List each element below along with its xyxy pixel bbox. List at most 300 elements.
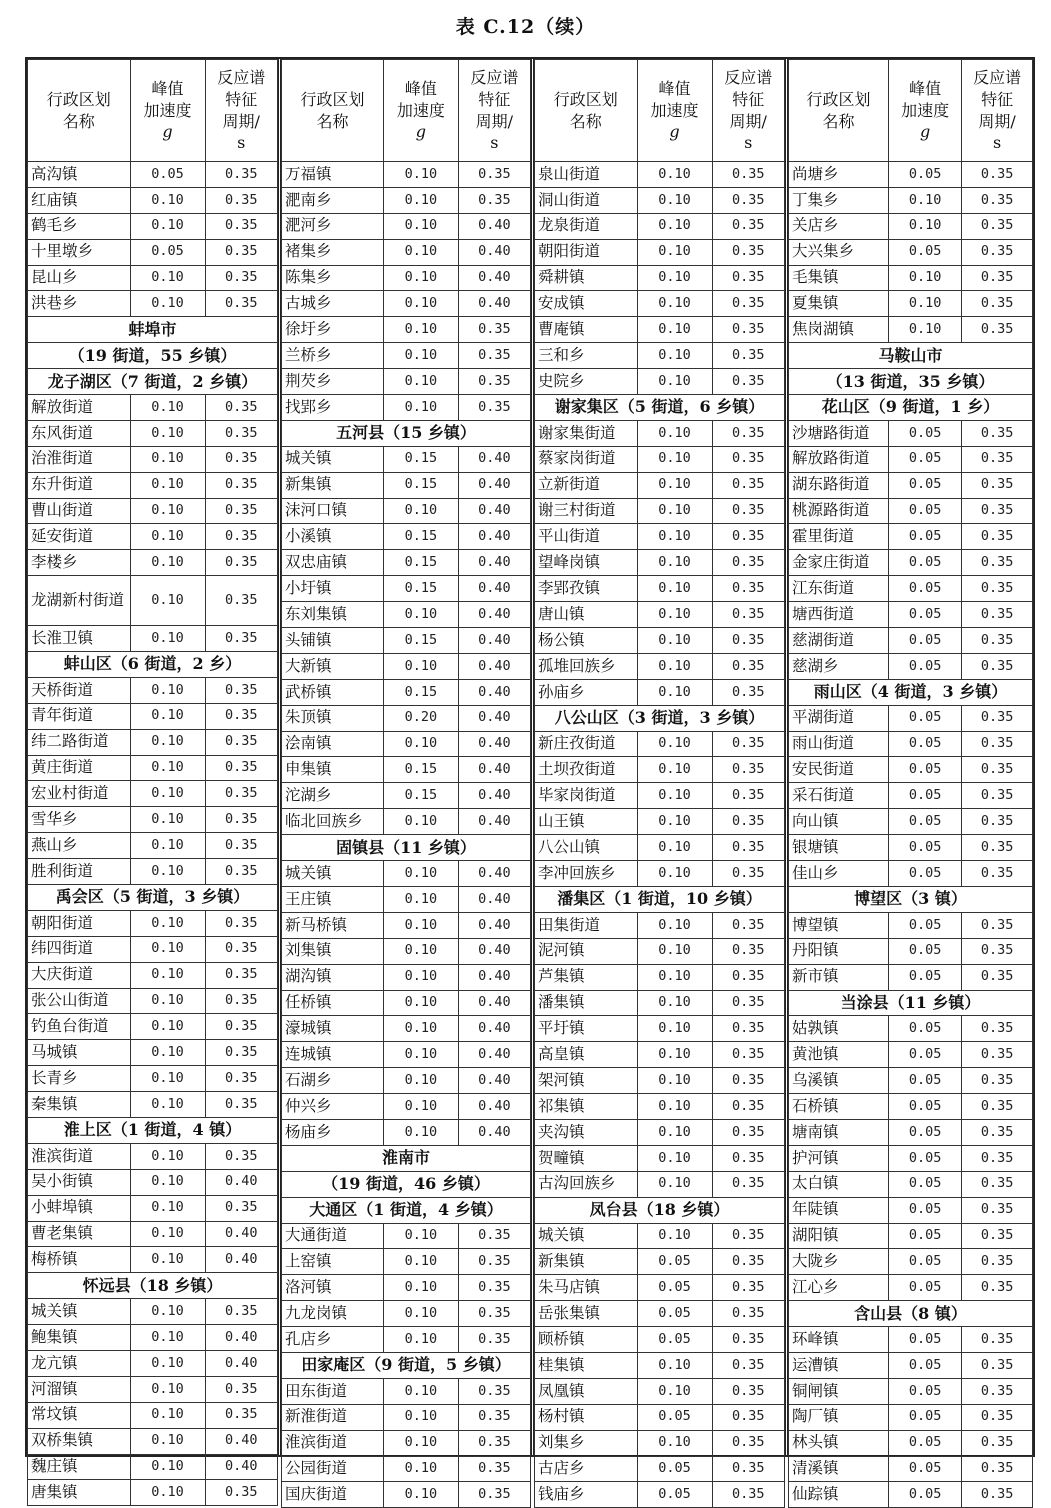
header-line: g	[162, 122, 173, 142]
table-row	[28, 962, 278, 988]
table-row	[535, 1430, 785, 1456]
characteristic-period-value: 0.40	[458, 757, 530, 783]
characteristic-period-value: 0.35	[962, 472, 1033, 498]
table-row	[28, 187, 278, 213]
characteristic-period-value: 0.35	[712, 912, 785, 938]
table-row	[28, 833, 278, 859]
characteristic-period-value: 0.35	[205, 859, 278, 885]
header-line: s	[237, 133, 246, 153]
region-name: 立新街道	[535, 472, 638, 498]
characteristic-period-value: 0.35	[962, 602, 1033, 628]
peak-acceleration-value: 0.10	[637, 550, 712, 576]
section-row	[282, 835, 531, 861]
characteristic-period-value: 0.35	[712, 1042, 785, 1068]
region-name: 舜耕镇	[535, 265, 638, 291]
region-name: 吴小街镇	[28, 1169, 131, 1195]
table-row	[535, 1223, 785, 1249]
region-name: 刘集镇	[282, 938, 384, 964]
region-name: 龙亢镇	[28, 1350, 131, 1376]
peak-acceleration-value: 0.10	[384, 1327, 459, 1353]
region-name: 李冲回族乡	[535, 861, 638, 887]
table-column-3	[531, 59, 785, 1504]
peak-acceleration-value: 0.10	[384, 731, 459, 757]
characteristic-period-value: 0.35	[712, 1301, 785, 1327]
characteristic-period-value: 0.35	[205, 472, 278, 498]
peak-acceleration-value: 0.10	[384, 602, 459, 628]
characteristic-period-value: 0.35	[712, 317, 785, 343]
peak-acceleration-value: 0.10	[130, 1402, 205, 1428]
region-name: 昆山乡	[28, 265, 131, 291]
region-name: 杨庙乡	[282, 1119, 384, 1145]
characteristic-period-value: 0.40	[458, 938, 530, 964]
region-name: 八公山镇	[535, 835, 638, 861]
section-row	[282, 420, 531, 446]
header-row	[282, 60, 531, 162]
region-name: 张公山街道	[28, 988, 131, 1014]
characteristic-period-value: 0.35	[205, 1092, 278, 1118]
characteristic-period-value: 0.35	[712, 291, 785, 317]
table-row	[535, 1482, 785, 1508]
region-name: 毕家岗街道	[535, 783, 638, 809]
region-name: 尚塘乡	[789, 162, 889, 188]
table-row	[789, 1197, 1033, 1223]
region-name: 双桥集镇	[28, 1428, 131, 1454]
region-name: 护河镇	[789, 1145, 889, 1171]
characteristic-period-value: 0.35	[712, 938, 785, 964]
characteristic-period-value: 0.40	[458, 498, 530, 524]
characteristic-period-value: 0.35	[205, 1195, 278, 1221]
table-row	[789, 1119, 1033, 1145]
characteristic-period-value: 0.40	[458, 550, 530, 576]
peak-acceleration-value: 0.10	[384, 1249, 459, 1275]
region-name: 丁集乡	[789, 187, 889, 213]
region-name: 钓鱼台街道	[28, 1014, 131, 1040]
region-name: 淮滨街道	[28, 1143, 131, 1169]
table-row	[282, 239, 531, 265]
characteristic-period-value: 0.35	[712, 731, 785, 757]
header-line: 行政区划	[300, 89, 365, 109]
table-row	[28, 807, 278, 833]
characteristic-period-value: 0.40	[458, 1068, 530, 1094]
header-line: 特征	[225, 89, 258, 109]
region-name: 慈湖乡	[789, 653, 889, 679]
header-line: 周期/	[978, 111, 1016, 131]
peak-acceleration-value: 0.10	[637, 912, 712, 938]
region-name: 洛河镇	[282, 1275, 384, 1301]
characteristic-period-value: 0.35	[205, 1376, 278, 1402]
characteristic-period-value: 0.40	[458, 705, 530, 731]
region-name: 向山镇	[789, 809, 889, 835]
table-row	[28, 1014, 278, 1040]
table-row	[789, 1275, 1033, 1301]
table-row	[535, 1301, 785, 1327]
characteristic-period-value: 0.35	[205, 781, 278, 807]
characteristic-period-value: 0.35	[205, 213, 278, 239]
characteristic-period-value: 0.35	[962, 1352, 1033, 1378]
region-name: 平山街道	[535, 524, 638, 550]
section-row	[789, 343, 1033, 369]
region-name: 丹阳镇	[789, 938, 889, 964]
table-row	[789, 1223, 1033, 1249]
table-row	[282, 343, 531, 369]
table-row	[28, 576, 278, 626]
region-name: 谢家集街道	[535, 420, 638, 446]
table-row	[28, 1325, 278, 1351]
region-name: 江东街道	[789, 576, 889, 602]
peak-acceleration-value: 0.10	[130, 1325, 205, 1351]
table-row	[282, 446, 531, 472]
peak-acceleration-value: 0.05	[889, 524, 962, 550]
characteristic-period-value: 0.35	[205, 162, 278, 188]
table-row	[28, 1247, 278, 1273]
table-row	[789, 291, 1033, 317]
region-name: 博望镇	[789, 912, 889, 938]
region-name: 李郢孜镇	[535, 576, 638, 602]
table-row	[789, 446, 1033, 472]
table-row	[282, 187, 531, 213]
characteristic-period-value: 0.40	[458, 628, 530, 654]
peak-acceleration-value: 0.10	[130, 729, 205, 755]
peak-acceleration-value: 0.10	[637, 213, 712, 239]
header-period	[712, 60, 785, 162]
table-row	[535, 628, 785, 654]
region-name: 朝阳街道	[28, 910, 131, 936]
peak-acceleration-value: 0.10	[637, 835, 712, 861]
region-name: 顾桥镇	[535, 1327, 638, 1353]
table-row	[535, 498, 785, 524]
region-name: 武桥镇	[282, 679, 384, 705]
region-name: 贺疃镇	[535, 1145, 638, 1171]
section-heading: 龙子湖区（7 街道，2 乡镇）	[28, 369, 278, 395]
table-row	[789, 1378, 1033, 1404]
characteristic-period-value: 0.35	[712, 602, 785, 628]
region-name: 架河镇	[535, 1068, 638, 1094]
table-row	[282, 498, 531, 524]
peak-acceleration-value: 0.10	[130, 1299, 205, 1325]
region-name: 曹山街道	[28, 498, 131, 524]
peak-acceleration-value: 0.10	[637, 576, 712, 602]
header-line: 反应谱	[973, 68, 1022, 88]
section-heading: 潘集区（1 街道，10 乡镇）	[535, 886, 785, 912]
table-row	[282, 524, 531, 550]
table-row	[535, 1456, 785, 1482]
region-name: 浍南镇	[282, 731, 384, 757]
table-row	[789, 265, 1033, 291]
peak-acceleration-value: 0.10	[384, 291, 459, 317]
table-row	[28, 420, 278, 446]
section-heading: 禹会区（5 街道，3 乡镇）	[28, 884, 278, 910]
characteristic-period-value: 0.35	[205, 1402, 278, 1428]
peak-acceleration-value: 0.15	[384, 679, 459, 705]
characteristic-period-value: 0.35	[962, 550, 1033, 576]
region-name: 头铺镇	[282, 628, 384, 654]
section-row	[535, 705, 785, 731]
peak-acceleration-value: 0.10	[637, 809, 712, 835]
characteristic-period-value: 0.35	[205, 807, 278, 833]
characteristic-period-value: 0.35	[962, 498, 1033, 524]
peak-acceleration-value: 0.10	[130, 755, 205, 781]
section-row	[28, 343, 278, 369]
table-row	[28, 550, 278, 576]
header-peak-acceleration	[889, 60, 962, 162]
characteristic-period-value: 0.35	[712, 1482, 785, 1508]
peak-acceleration-value: 0.10	[637, 679, 712, 705]
characteristic-period-value: 0.40	[458, 886, 530, 912]
table-row	[282, 1456, 531, 1482]
table-row	[28, 162, 278, 188]
table-row	[789, 653, 1033, 679]
peak-acceleration-value: 0.10	[384, 1430, 459, 1456]
peak-acceleration-value: 0.10	[384, 964, 459, 990]
header-peak-acceleration	[384, 60, 459, 162]
table-row	[282, 1327, 531, 1353]
table-row	[535, 239, 785, 265]
peak-acceleration-value: 0.10	[384, 239, 459, 265]
characteristic-period-value: 0.40	[458, 265, 530, 291]
characteristic-period-value: 0.35	[205, 524, 278, 550]
region-name: 双忠庙镇	[282, 550, 384, 576]
characteristic-period-value: 0.40	[458, 912, 530, 938]
region-name: 徐圩乡	[282, 317, 384, 343]
characteristic-period-value: 0.35	[962, 420, 1033, 446]
region-name: 延安街道	[28, 524, 131, 550]
table-row	[282, 395, 531, 421]
peak-acceleration-value: 0.10	[637, 446, 712, 472]
characteristic-period-value: 0.35	[712, 1275, 785, 1301]
table-row	[535, 291, 785, 317]
characteristic-period-value: 0.35	[458, 1378, 530, 1404]
characteristic-period-value: 0.35	[458, 1404, 530, 1430]
characteristic-period-value: 0.35	[712, 550, 785, 576]
region-name: 东风街道	[28, 420, 131, 446]
region-name: 古店乡	[535, 1456, 638, 1482]
region-name: 青年街道	[28, 703, 131, 729]
section-row	[28, 1117, 278, 1143]
characteristic-period-value: 0.35	[205, 1066, 278, 1092]
peak-acceleration-value: 0.05	[889, 1171, 962, 1197]
characteristic-period-value: 0.35	[712, 990, 785, 1016]
header-line: 行政区划	[553, 89, 618, 109]
characteristic-period-value: 0.40	[458, 291, 530, 317]
region-name: 淮滨街道	[282, 1430, 384, 1456]
peak-acceleration-value: 0.10	[130, 1247, 205, 1273]
section-heading: 凤台县（18 乡镇）	[535, 1197, 785, 1223]
region-name: 安成镇	[535, 291, 638, 317]
characteristic-period-value: 0.35	[962, 446, 1033, 472]
section-heading: 雨山区（4 街道，3 乡镇）	[789, 679, 1033, 705]
characteristic-period-value: 0.35	[205, 1014, 278, 1040]
peak-acceleration-value: 0.05	[889, 731, 962, 757]
region-name: 纬二路街道	[28, 729, 131, 755]
characteristic-period-value: 0.40	[458, 524, 530, 550]
region-name: 新马桥镇	[282, 912, 384, 938]
peak-acceleration-value: 0.05	[889, 602, 962, 628]
region-name: 孔店乡	[282, 1327, 384, 1353]
peak-acceleration-value: 0.05	[889, 1197, 962, 1223]
table-row	[282, 912, 531, 938]
header-line: 峰值	[151, 79, 184, 99]
table-row	[789, 602, 1033, 628]
region-name: 河溜镇	[28, 1376, 131, 1402]
table-row	[535, 343, 785, 369]
characteristic-period-value: 0.35	[205, 239, 278, 265]
header-line: g	[415, 122, 427, 142]
region-name: 湖东路街道	[789, 472, 889, 498]
section-heading: 怀远县（18 乡镇）	[28, 1273, 278, 1299]
sub-table	[788, 59, 1033, 1508]
header-line: 周期/	[222, 111, 260, 131]
characteristic-period-value: 0.35	[205, 1143, 278, 1169]
characteristic-period-value: 0.35	[962, 1327, 1033, 1353]
region-name: 高皇镇	[535, 1042, 638, 1068]
peak-acceleration-value: 0.10	[130, 395, 205, 421]
table-row	[282, 1119, 531, 1145]
table-row	[282, 705, 531, 731]
header-line: 峰值	[909, 79, 942, 99]
table-row	[535, 550, 785, 576]
characteristic-period-value: 0.35	[712, 420, 785, 446]
characteristic-period-value: 0.35	[962, 291, 1033, 317]
table-row	[535, 1145, 785, 1171]
characteristic-period-value: 0.35	[458, 369, 530, 395]
table-row	[535, 1275, 785, 1301]
table-row	[28, 1376, 278, 1402]
region-name: 小溪镇	[282, 524, 384, 550]
region-name: 大通街道	[282, 1223, 384, 1249]
peak-acceleration-value: 0.20	[384, 705, 459, 731]
header-line: g	[669, 122, 680, 142]
peak-acceleration-value: 0.10	[889, 187, 962, 213]
region-name: 刘集乡	[535, 1430, 638, 1456]
table-row	[535, 1016, 785, 1042]
peak-acceleration-value: 0.10	[384, 343, 459, 369]
region-name: 曹老集镇	[28, 1221, 131, 1247]
region-name: 红庙镇	[28, 187, 131, 213]
table-row	[789, 1068, 1033, 1094]
table-row	[535, 602, 785, 628]
characteristic-period-value: 0.35	[205, 1299, 278, 1325]
peak-acceleration-value: 0.10	[637, 187, 712, 213]
peak-acceleration-value: 0.10	[637, 1352, 712, 1378]
table-row	[535, 369, 785, 395]
peak-acceleration-value: 0.10	[637, 964, 712, 990]
table-row	[28, 1454, 278, 1480]
characteristic-period-value: 0.35	[962, 809, 1033, 835]
table-row	[789, 239, 1033, 265]
section-heading: （19 街道，46 乡镇）	[282, 1171, 531, 1197]
region-name: 银塘镇	[789, 835, 889, 861]
region-name: 陈集乡	[282, 265, 384, 291]
peak-acceleration-value: 0.10	[637, 162, 712, 188]
table-row	[789, 1404, 1033, 1430]
region-name: 沱湖乡	[282, 783, 384, 809]
peak-acceleration-value: 0.10	[637, 783, 712, 809]
characteristic-period-value: 0.35	[712, 1068, 785, 1094]
table-row	[789, 498, 1033, 524]
table-row	[535, 265, 785, 291]
characteristic-period-value: 0.35	[962, 187, 1033, 213]
region-name: 仙踪镇	[789, 1482, 889, 1508]
peak-acceleration-value: 0.15	[384, 550, 459, 576]
table-row	[282, 602, 531, 628]
characteristic-period-value: 0.40	[458, 964, 530, 990]
table-row	[535, 1042, 785, 1068]
characteristic-period-value: 0.35	[962, 1378, 1033, 1404]
peak-acceleration-value: 0.05	[889, 1249, 962, 1275]
peak-acceleration-value: 0.05	[889, 835, 962, 861]
peak-acceleration-value: 0.05	[889, 628, 962, 654]
region-name: 平湖街道	[789, 705, 889, 731]
table-row	[28, 1143, 278, 1169]
peak-acceleration-value: 0.05	[889, 1068, 962, 1094]
region-name: 环峰镇	[789, 1327, 889, 1353]
table-row	[28, 291, 278, 317]
peak-acceleration-value: 0.05	[889, 239, 962, 265]
peak-acceleration-value: 0.05	[889, 1378, 962, 1404]
characteristic-period-value: 0.35	[712, 524, 785, 550]
characteristic-period-value: 0.35	[205, 395, 278, 421]
characteristic-period-value: 0.35	[458, 1223, 530, 1249]
characteristic-period-value: 0.35	[962, 1197, 1033, 1223]
peak-acceleration-value: 0.10	[130, 472, 205, 498]
region-name: 杨公镇	[535, 628, 638, 654]
region-name: 仲兴乡	[282, 1094, 384, 1120]
characteristic-period-value: 0.40	[458, 213, 530, 239]
table-row	[282, 472, 531, 498]
peak-acceleration-value: 0.10	[130, 1040, 205, 1066]
characteristic-period-value: 0.35	[458, 1456, 530, 1482]
peak-acceleration-value: 0.10	[384, 187, 459, 213]
characteristic-period-value: 0.35	[962, 757, 1033, 783]
region-name: 平圩镇	[535, 1016, 638, 1042]
table-row	[28, 729, 278, 755]
characteristic-period-value: 0.35	[458, 317, 530, 343]
peak-acceleration-value: 0.15	[384, 757, 459, 783]
table-row	[789, 1482, 1033, 1508]
peak-acceleration-value: 0.10	[130, 550, 205, 576]
peak-acceleration-value: 0.05	[130, 162, 205, 188]
peak-acceleration-value: 0.05	[637, 1482, 712, 1508]
characteristic-period-value: 0.40	[458, 679, 530, 705]
peak-acceleration-value: 0.05	[889, 1456, 962, 1482]
region-name: 城关镇	[28, 1299, 131, 1325]
section-heading: 当涂县（11 乡镇）	[789, 990, 1033, 1016]
header-line: 反应谱	[724, 68, 773, 88]
characteristic-period-value: 0.35	[712, 1171, 785, 1197]
peak-acceleration-value: 0.10	[130, 962, 205, 988]
characteristic-period-value: 0.35	[712, 653, 785, 679]
characteristic-period-value: 0.35	[712, 1352, 785, 1378]
characteristic-period-value: 0.35	[712, 343, 785, 369]
peak-acceleration-value: 0.10	[130, 524, 205, 550]
sub-table	[281, 59, 531, 1508]
characteristic-period-value: 0.35	[712, 1249, 785, 1275]
header-line: 特征	[478, 89, 511, 109]
table-row	[282, 783, 531, 809]
section-heading: 八公山区（3 街道，3 乡镇）	[535, 705, 785, 731]
peak-acceleration-value: 0.10	[130, 1143, 205, 1169]
section-row	[28, 1273, 278, 1299]
table-row	[282, 886, 531, 912]
peak-acceleration-value: 0.10	[384, 162, 459, 188]
table-row	[282, 213, 531, 239]
table-row	[282, 550, 531, 576]
section-row	[282, 1171, 531, 1197]
table-row	[28, 910, 278, 936]
region-name: 铜闸镇	[789, 1378, 889, 1404]
region-name: 洪巷乡	[28, 291, 131, 317]
table-row	[282, 861, 531, 887]
